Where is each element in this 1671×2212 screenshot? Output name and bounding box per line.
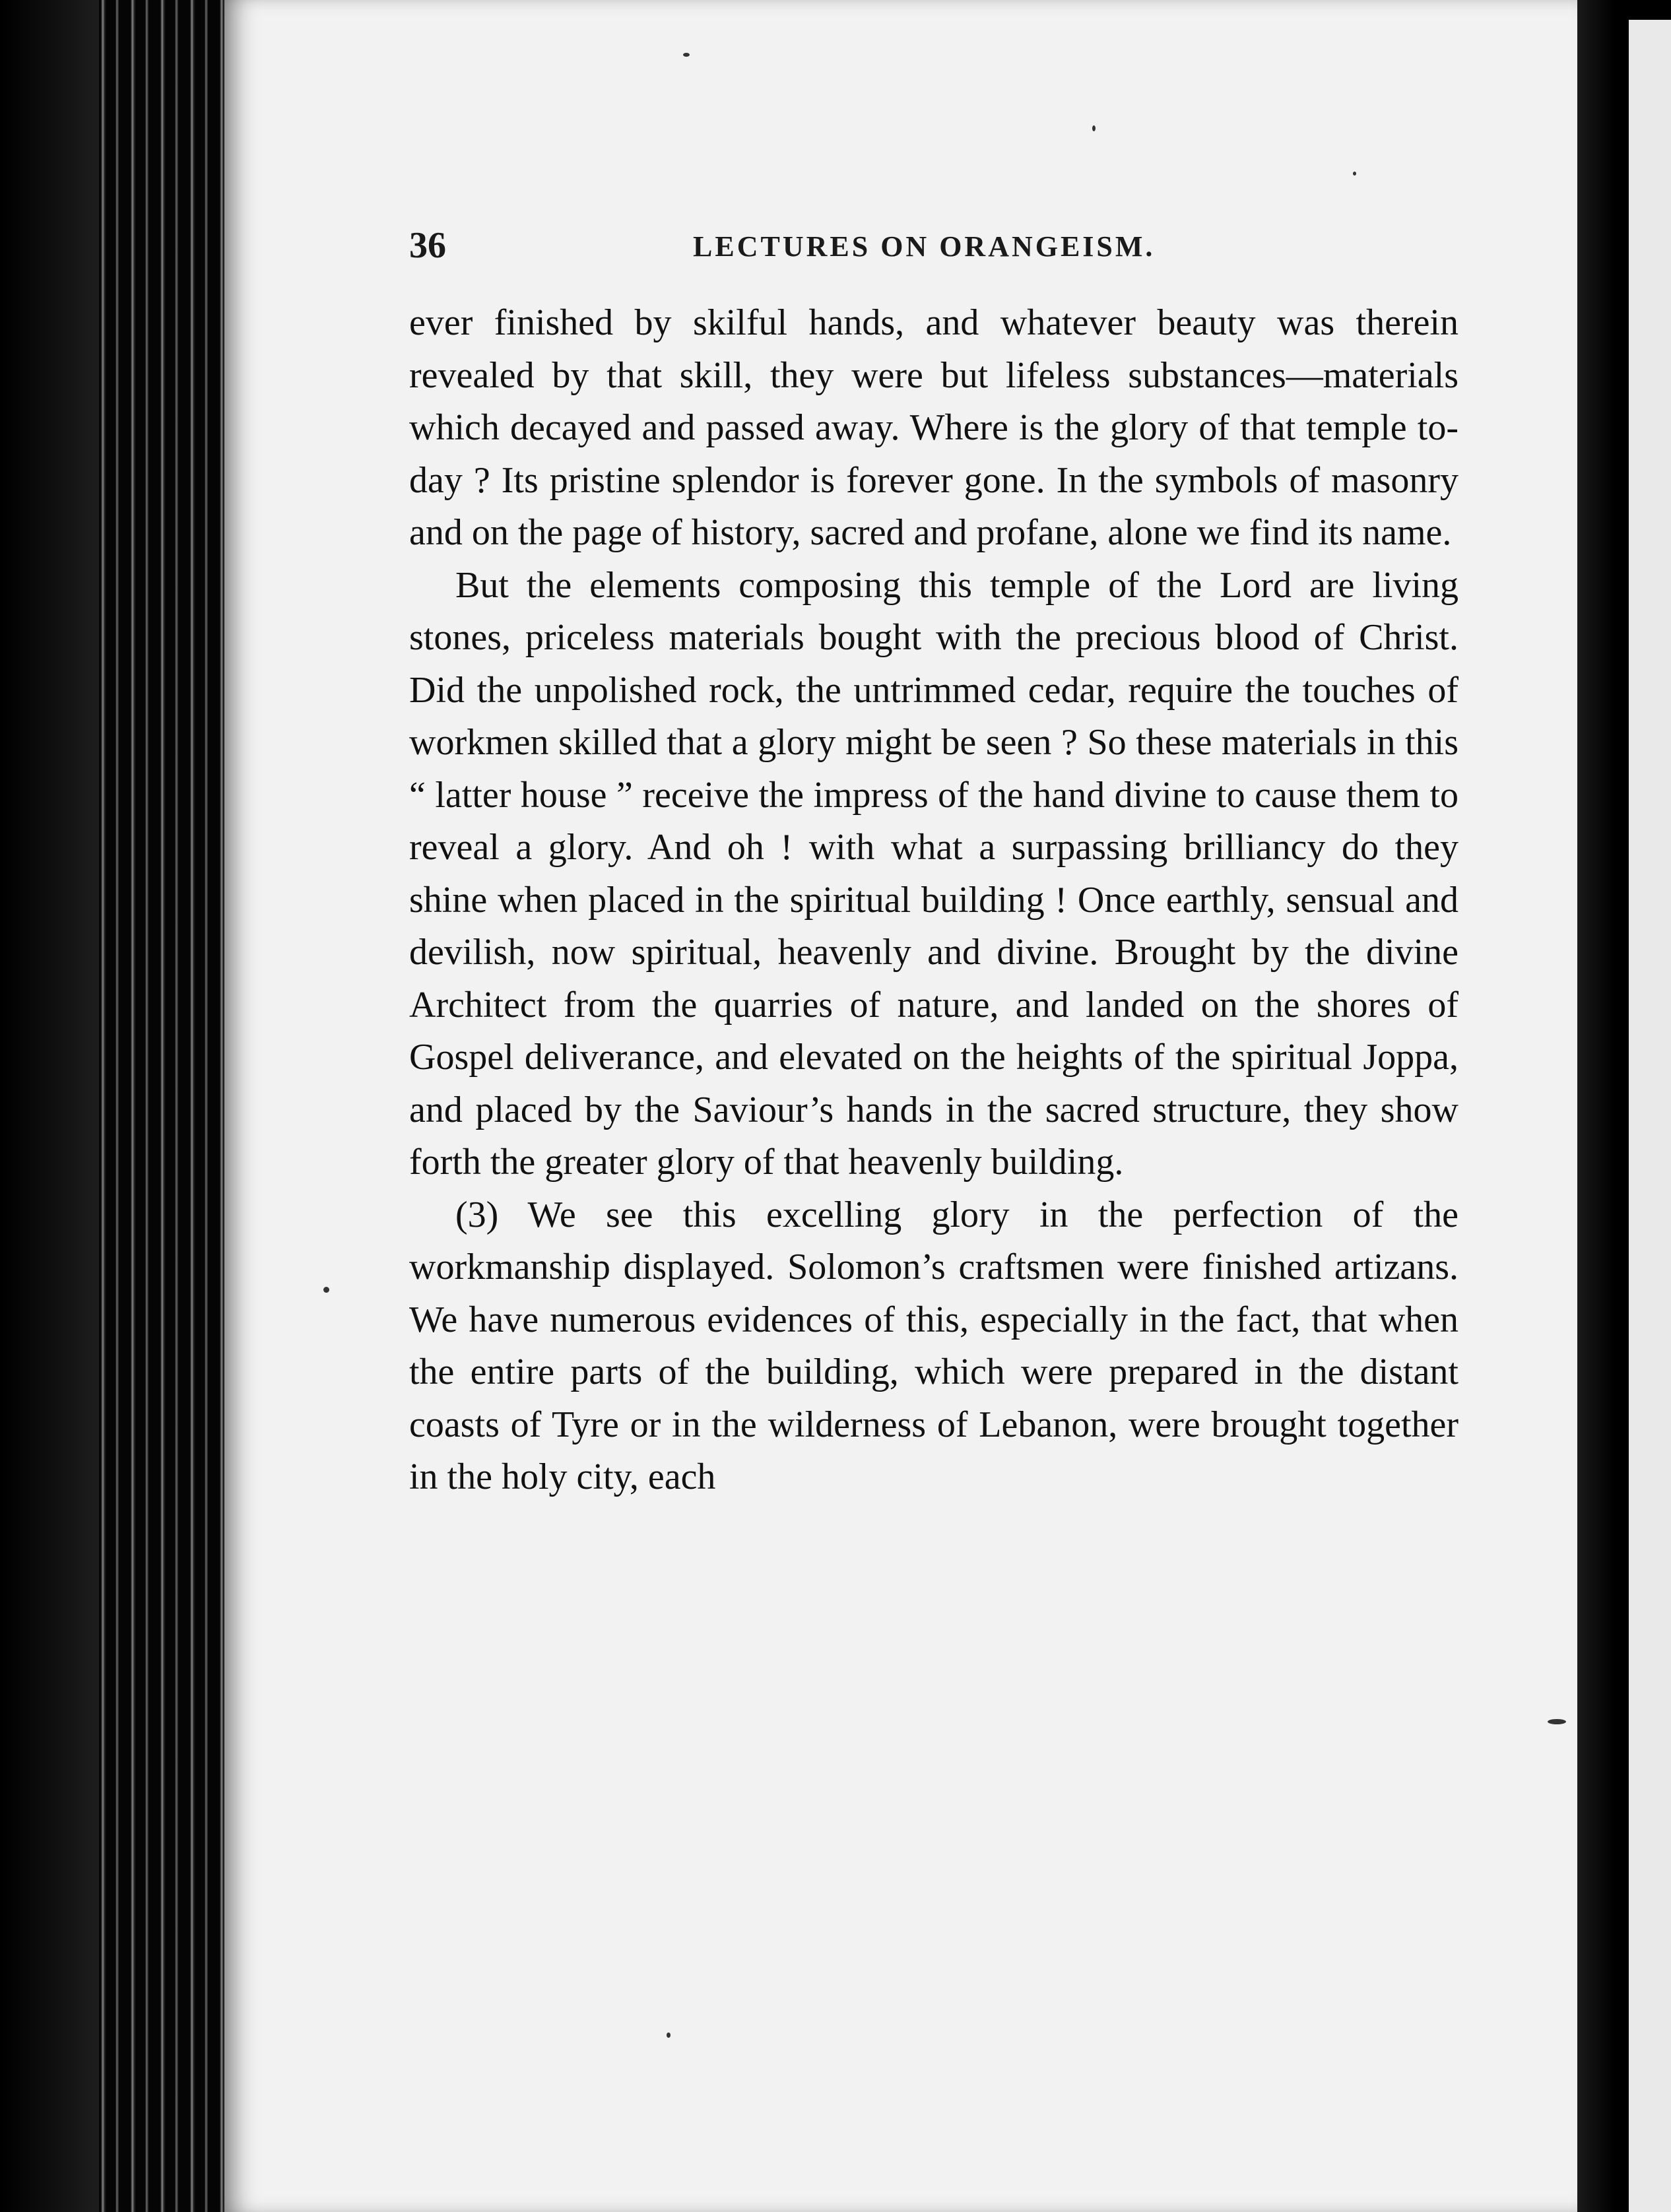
paragraph-3: (3) We see this excelling glory in the perfection of the workmanship displayed. Solomon’s craftsmen were finished artizans. We have numerous evidences of this, especially in the fact, that when the entire parts of the building, which were prepared in the distant coasts of Tyre or in the wilderness of Lebanon, were brought together in the holy city, each [409,1194,1458,1497]
scan-speck [667,2033,671,2038]
paragraph-2: But the elements composing this temple of the Lord are living stones, priceless materials bought with the precious blood of Christ. Did the unpolished rock, the untrimmed cedar, require the touches of workmen skilled that a glory might be seen ? So these materials in this “ latter house ” receive the impress of the hand divine to cause them to reveal a glory. And oh ! with what a surpassing brilliancy do they shine when placed in the spiritual building ! Once earthly, sensual and devilish, now spiritual, heavenly and divine. Brought by the divine Architect from the quarries of nature, and landed on the shores of Gospel deliverance, and elevated on the heights of the spiritual Joppa, and placed by the Saviour’s hands in the sacred structure, they show forth the greater glory of that heavenly building. [409,564,1458,1183]
book-spine-shadow [0,0,99,2212]
page-number: 36 [409,225,446,266]
scan-speck [1353,172,1356,176]
scan-speck [683,53,690,57]
body-text [409,297,1458,1504]
scan-speck [1548,1719,1566,1724]
running-head [409,224,1465,277]
scan-speck [1092,125,1096,131]
paragraph-1: ever finished by skilful hands, and whatever beauty was therein revealed by that skill, they were but lifeless substances—materials which decayed and passed away. Where is the glory of that temple to-day ? Its pristine splendor is forever gone. In the symbols of masonry and on the page of history, sacred and profane, alone we find its name. [409,302,1458,553]
facing-page-edge [1629,20,1671,2212]
running-title: LECTURES ON ORANGEISM. [693,230,1156,263]
scan-speck [323,1287,329,1293]
